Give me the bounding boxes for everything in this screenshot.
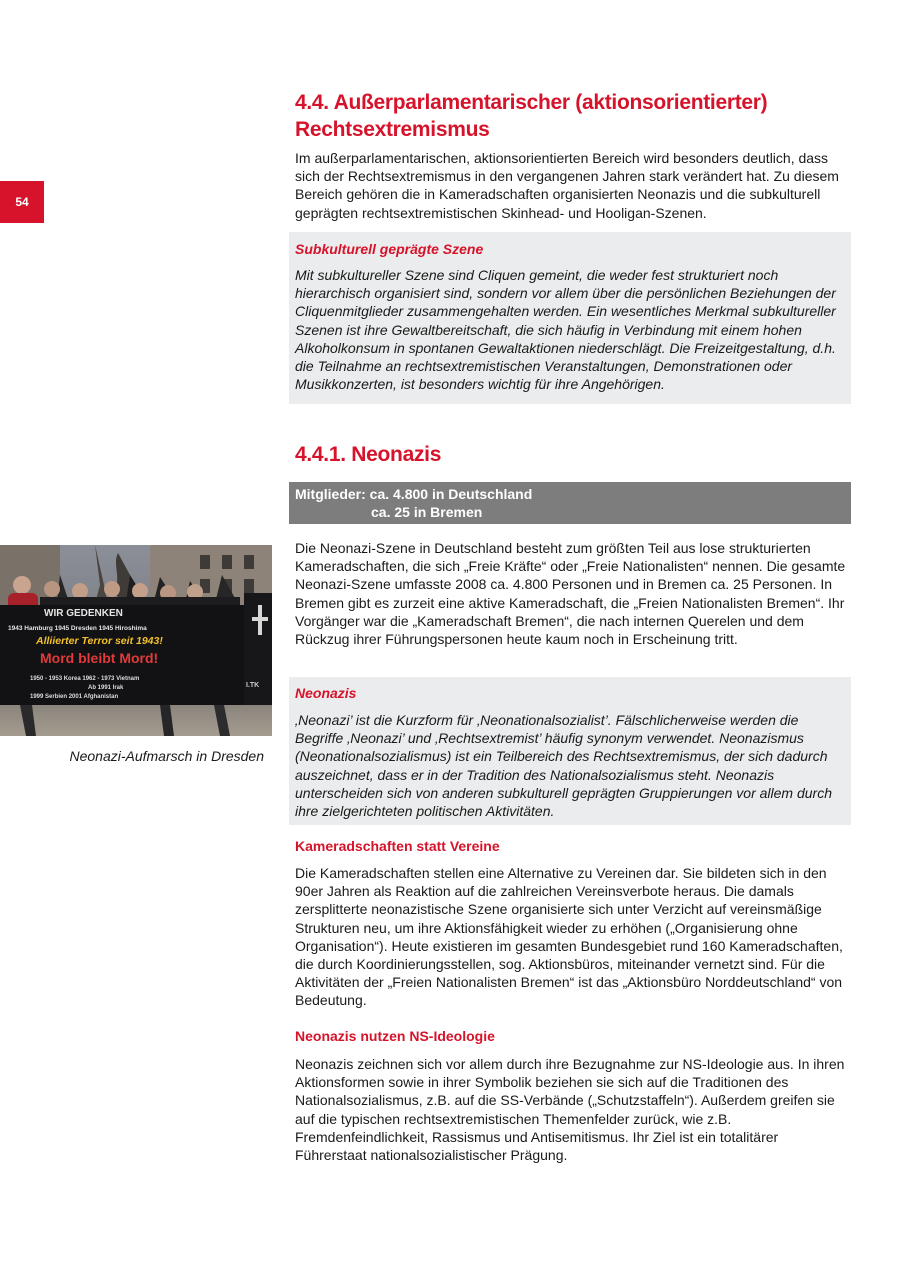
- ideologie-text: Neonazis zeichnen sich vor allem durch ihre Bezugnahme zur NS-Ideologie aus. In ihren Aktionsformen sowie in ihrer Symbolik beziehen sie sich auf die Traditionen des Nationalsozialismus, z.B. auf die SS-Verbände („Schutzstaffeln“). Außerdem greifen sie auf die typischen rechtsextremistischen Themenfelder zurück, wie z.B. Fremdenfeindlichkeit, Rassismus und Antisemitismus. Ihr Ziel ist ein totalitärer Führerstaat nationalsozialistischer Prägung.: [295, 1056, 845, 1164]
- definition-box-title: Subkulturell geprägte Szene: [295, 241, 484, 257]
- kameradschaften-text: Die Kameradschaften stellen eine Alternative zu Vereinen dar. Sie bildeten sich in den 90er Jahren als Reaktion auf die zahlreichen Vereinsverbote heraus. Die damals zersplitterte neonazistische Szene organisierte sich unter Verzicht auf vereinsmäßige Strukturen neu, um ihre Aktionsfähigkeit wieder zu erhöhen („Organisierung ohne Organisation“). Heute existieren im gesamten Bundesgebiet rund 160 Kameradschaften, die durch Koordinierungsstellen, sog. Aktionsbüros, miteinander vernetzt sind. Für die Aktivitäten der „Freien Nationalisten Bremen“ ist das „Aktionsbüro Norddeutschland“ von Bedeutung.: [295, 865, 843, 1009]
- definition-box-title: Neonazis: [295, 685, 357, 701]
- photo-caption: Neonazi-Aufmarsch in Dresden: [69, 748, 264, 764]
- banner-slogan2-text: Mord bleibt Mord!: [40, 650, 159, 666]
- members-bar: [289, 482, 851, 524]
- ideologie-heading: Neonazis nutzen NS-Ideologie: [295, 1028, 495, 1044]
- banner-slogan1-text: Alliierter Terror seit 1943!: [36, 635, 163, 647]
- banner-years-text: 1943 Hamburg 1945 Dresden 1945 Hiroshima: [8, 625, 147, 632]
- banner-side-text: I.TK: [246, 682, 260, 689]
- banner-row1-text: 1950 - 1953 Korea 1962 - 1973 Vietnam: [30, 676, 140, 682]
- banner-row2-text: Ab 1991 Irak: [88, 685, 124, 691]
- demonstration-photo-image: [0, 545, 272, 736]
- kameradschaften-heading: Kameradschaften statt Vereine: [295, 838, 500, 854]
- definition-box-neonazis: [289, 677, 851, 825]
- demonstration-photo: [0, 545, 272, 736]
- members-bremen: ca. 25 in Bremen: [371, 504, 483, 520]
- definition-box-text: Mit subkultureller Szene sind Cliquen gemeint, die weder fest strukturiert noch hierarchisch organisiert sind, sondern vor allem über die persönlichen Beziehungen der Cliquenmitglieder zusammengehalten werden. Ein wesentliches Merkmal subkultureller Szenen ist ihre Gewaltbereitschaft, die sich häufig in Verbindung mit einem hohen Alkoholkonsum in spontanen Gewaltaktionen niederschlägt. Die Freizeitgestaltung, d.h. die Teilnahme an rechtsextremistischen Veranstaltungen, Demonstrationen oder Musikkonzerten, ist besonders wichtig für ihre Angehörigen.: [295, 267, 836, 393]
- page-number: 54: [0, 181, 44, 223]
- subsection-heading: 4.4.1. Neonazis: [295, 443, 442, 466]
- subsection-intro: Die Neonazi-Szene in Deutschland besteht zum größten Teil aus lose strukturierten Kameradschaften, die sich „Freie Kräfte“ oder „Freie Nationalisten“ nennen. Die gesamte Neonazi-Szene umfasste 2008 ca. 4.800 Personen und in Bremen ca. 25 Personen. In Bremen gibt es zurzeit eine aktive Kameradschaft, die „Freien Nationalisten Bremen“. Ihr Vorgänger war die „Kameradschaft Bremen“, die nach internen Querelen und dem Rückzug ihrer Führungspersonen heute kaum noch in Erscheinung tritt.: [295, 540, 846, 648]
- section-heading-line2: Rechtsextremismus: [295, 118, 490, 141]
- section-heading-line1: 4.4. Außerparlamentarischer (aktionsorientierter): [295, 91, 768, 114]
- definition-box-text: ‚Neonazi’ ist die Kurzform für ‚Neonationalsozialist’. Fälschlicherweise werden die Begriffe ‚Neonazi’ und ‚Rechtsextremist’ häufig synonym verwendet. Neonazismus (Neonationalsozialismus) ist ein Teilbereich des Rechtsextremismus, der sich dadurch auszeichnet, dass er in der Tradition des Nationalsozialismus steht. Neonazis unterscheiden sich von anderen subkulturell geprägten Gruppierungen vor allem durch ihre zielgerichteten politischen Aktivitäten.: [295, 712, 832, 820]
- banner-row3-text: 1999 Serbien 2001 Afghanistan: [30, 694, 119, 700]
- definition-box-subkultur: [289, 232, 851, 404]
- banner-top-text: WIR GEDENKEN: [44, 608, 123, 619]
- section-heading: [295, 89, 851, 143]
- section-intro: Im außerparlamentarischen, aktionsorientierten Bereich wird besonders deutlich, dass sich der Rechtsextremismus in den vergangenen Jahren stark verändert hat. Zu diesem Bereich gehören die in Kameradschaften organisierten Neonazis und die subkulturell geprägten rechtsextremistischen Skinhead- und Hooligan-Szenen.: [295, 150, 839, 221]
- members-germany: Mitglieder: ca. 4.800 in Deutschland: [295, 486, 533, 502]
